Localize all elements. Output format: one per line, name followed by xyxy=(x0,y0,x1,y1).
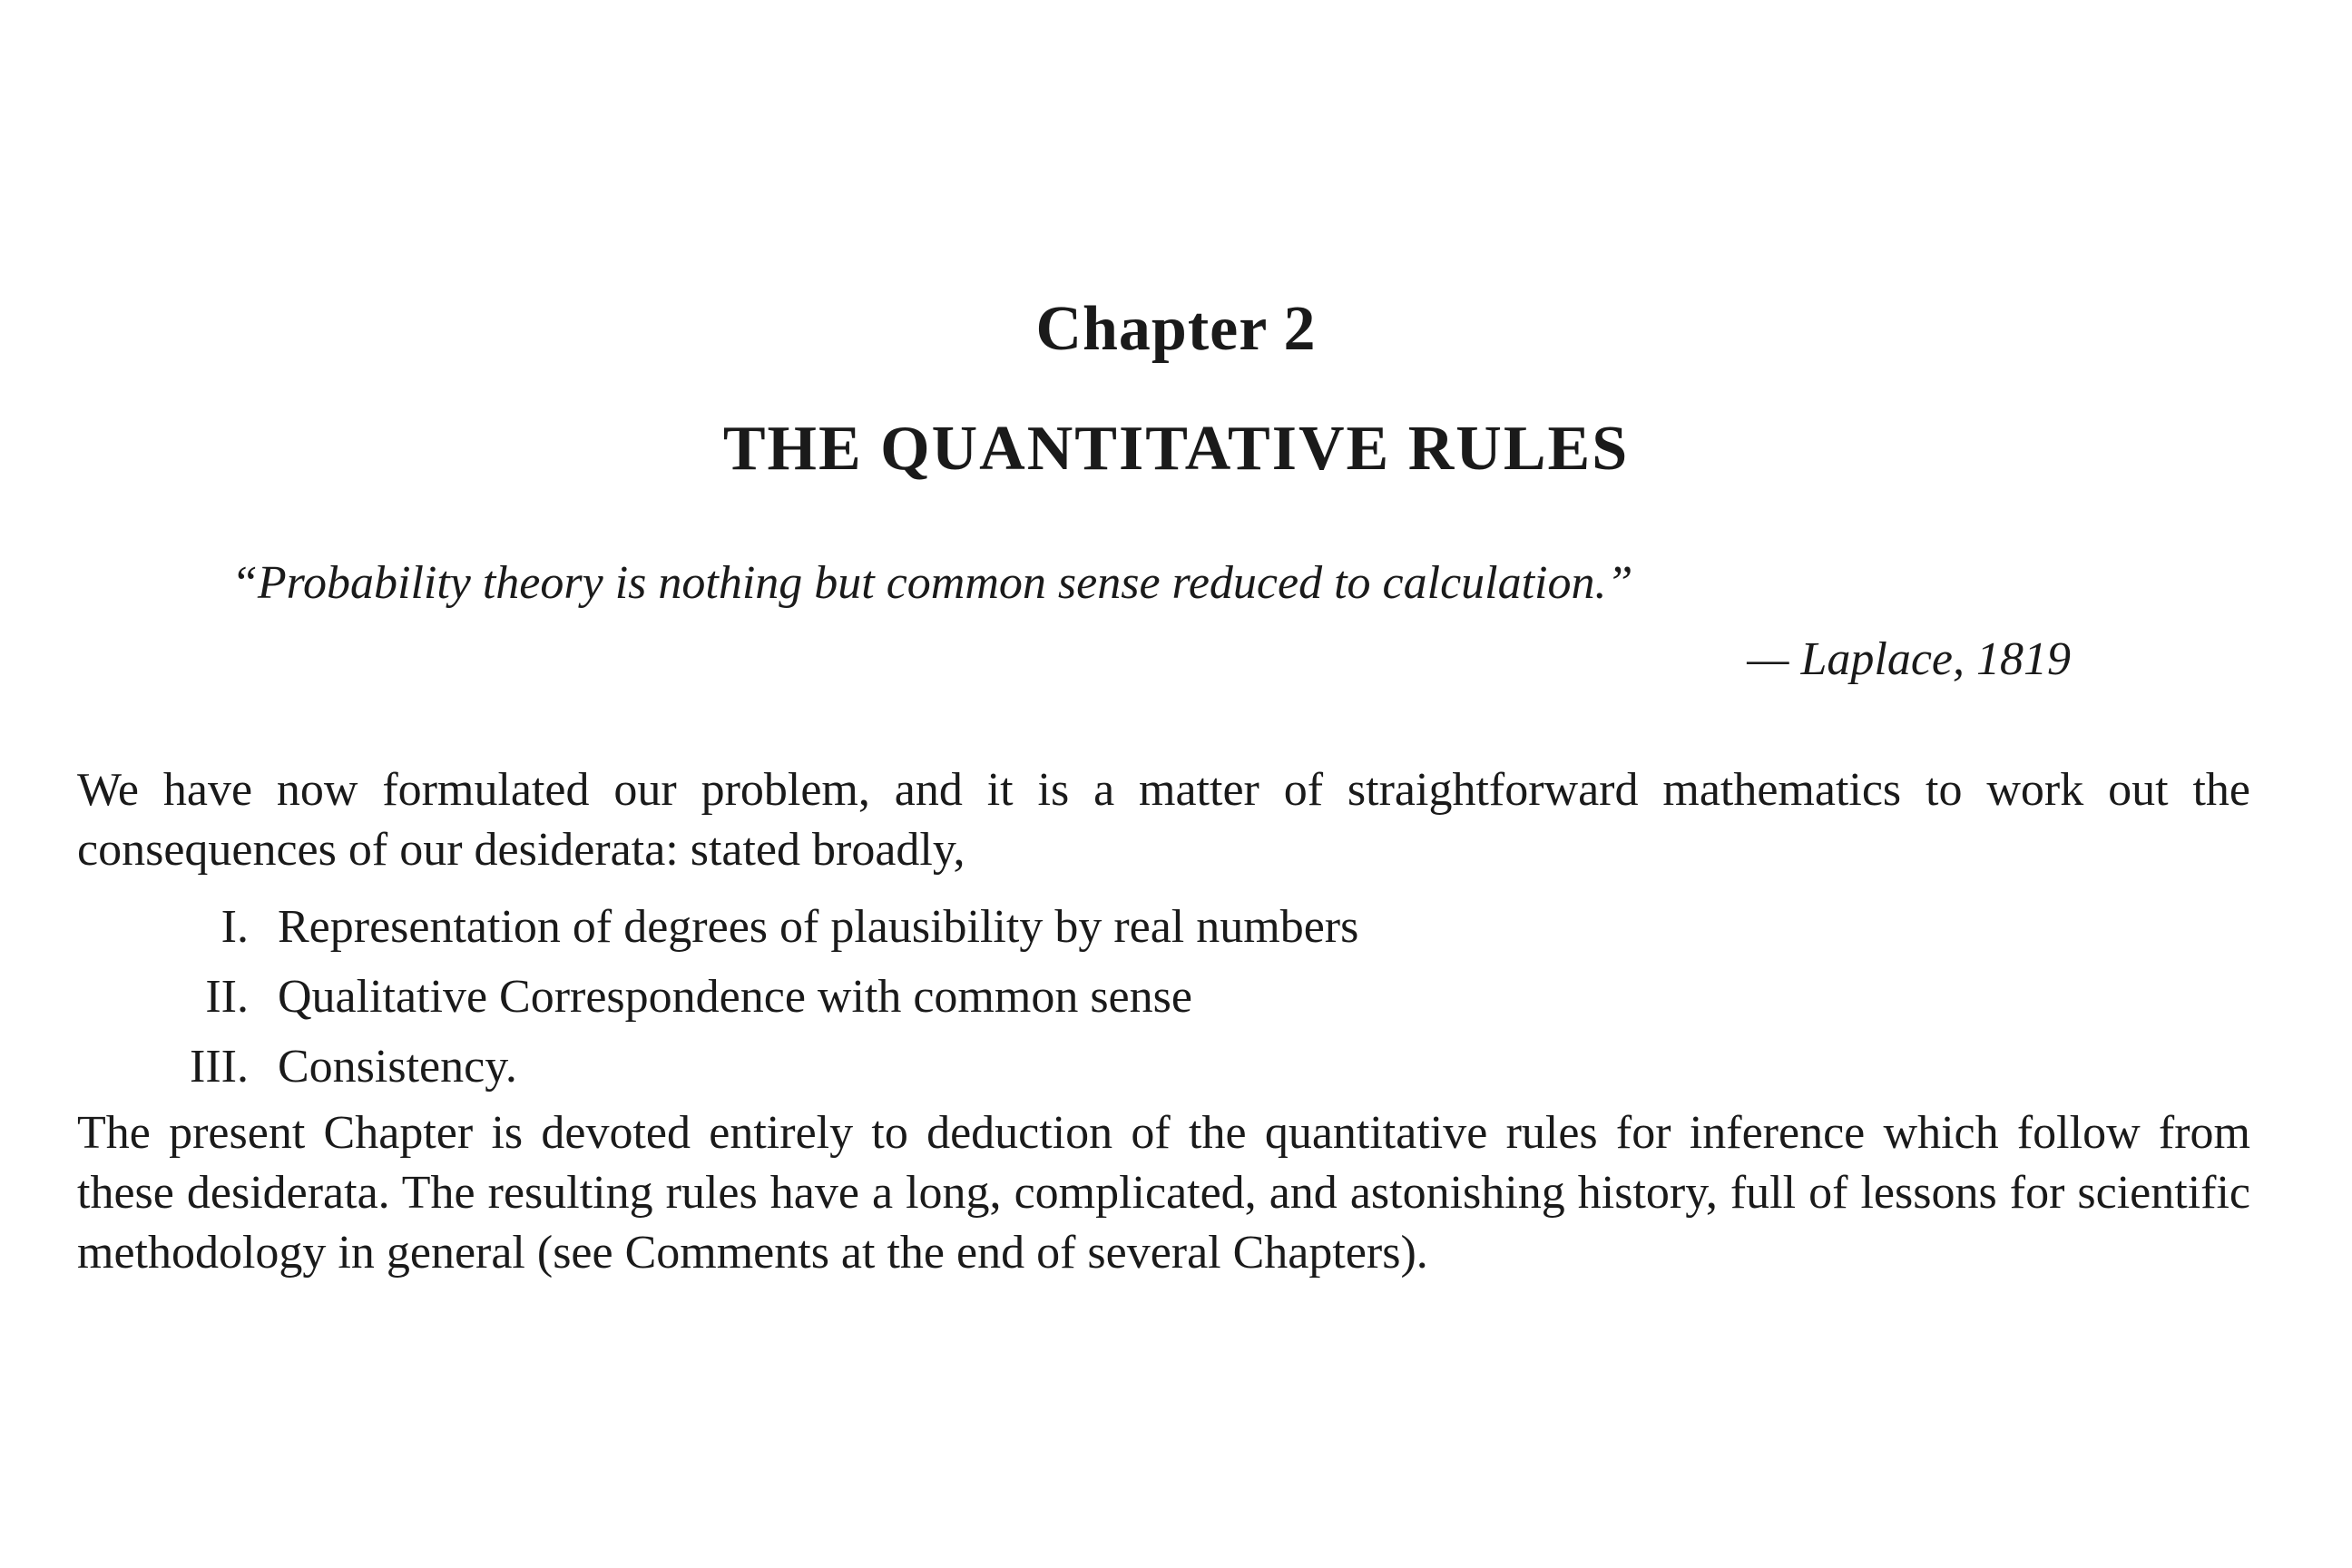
chapter-title: THE QUANTITATIVE RULES xyxy=(722,414,1630,484)
desiderata-list xyxy=(0,892,2352,1102)
list-item-text: Consistency. xyxy=(278,1041,517,1093)
list-item xyxy=(0,1032,2352,1102)
list-marker: III. xyxy=(190,1041,249,1093)
chapter-number: Chapter 2 xyxy=(1035,294,1317,364)
list-item-text: Qualitative Correspondence with common sense xyxy=(278,971,1192,1023)
intro-paragraph: We have now formulated our problem, and it is a matter of straightforward mathematics to work out the consequences of our desiderata: stated broadly, xyxy=(77,764,2250,876)
list-item xyxy=(0,892,2352,962)
epigraph-attribution: — Laplace, 1819 xyxy=(1747,633,2071,685)
list-marker: I. xyxy=(220,901,249,953)
list-item-text: Representation of degrees of plausibility by real numbers xyxy=(278,901,1359,953)
list-marker: II. xyxy=(205,971,249,1023)
epigraph-quote: “Probability theory is nothing but common sense reduced to calculation.” xyxy=(231,557,1633,609)
list-item xyxy=(0,962,2352,1032)
body-paragraph: The present Chapter is devoted entirely to deduction of the quantitative rules for inference which follow from these desiderata. The resulting rules have a long, complicated, and astonishing history, full of lessons for scientific methodology in general (see Comments at the end of several Chapters). xyxy=(77,1107,2250,1279)
